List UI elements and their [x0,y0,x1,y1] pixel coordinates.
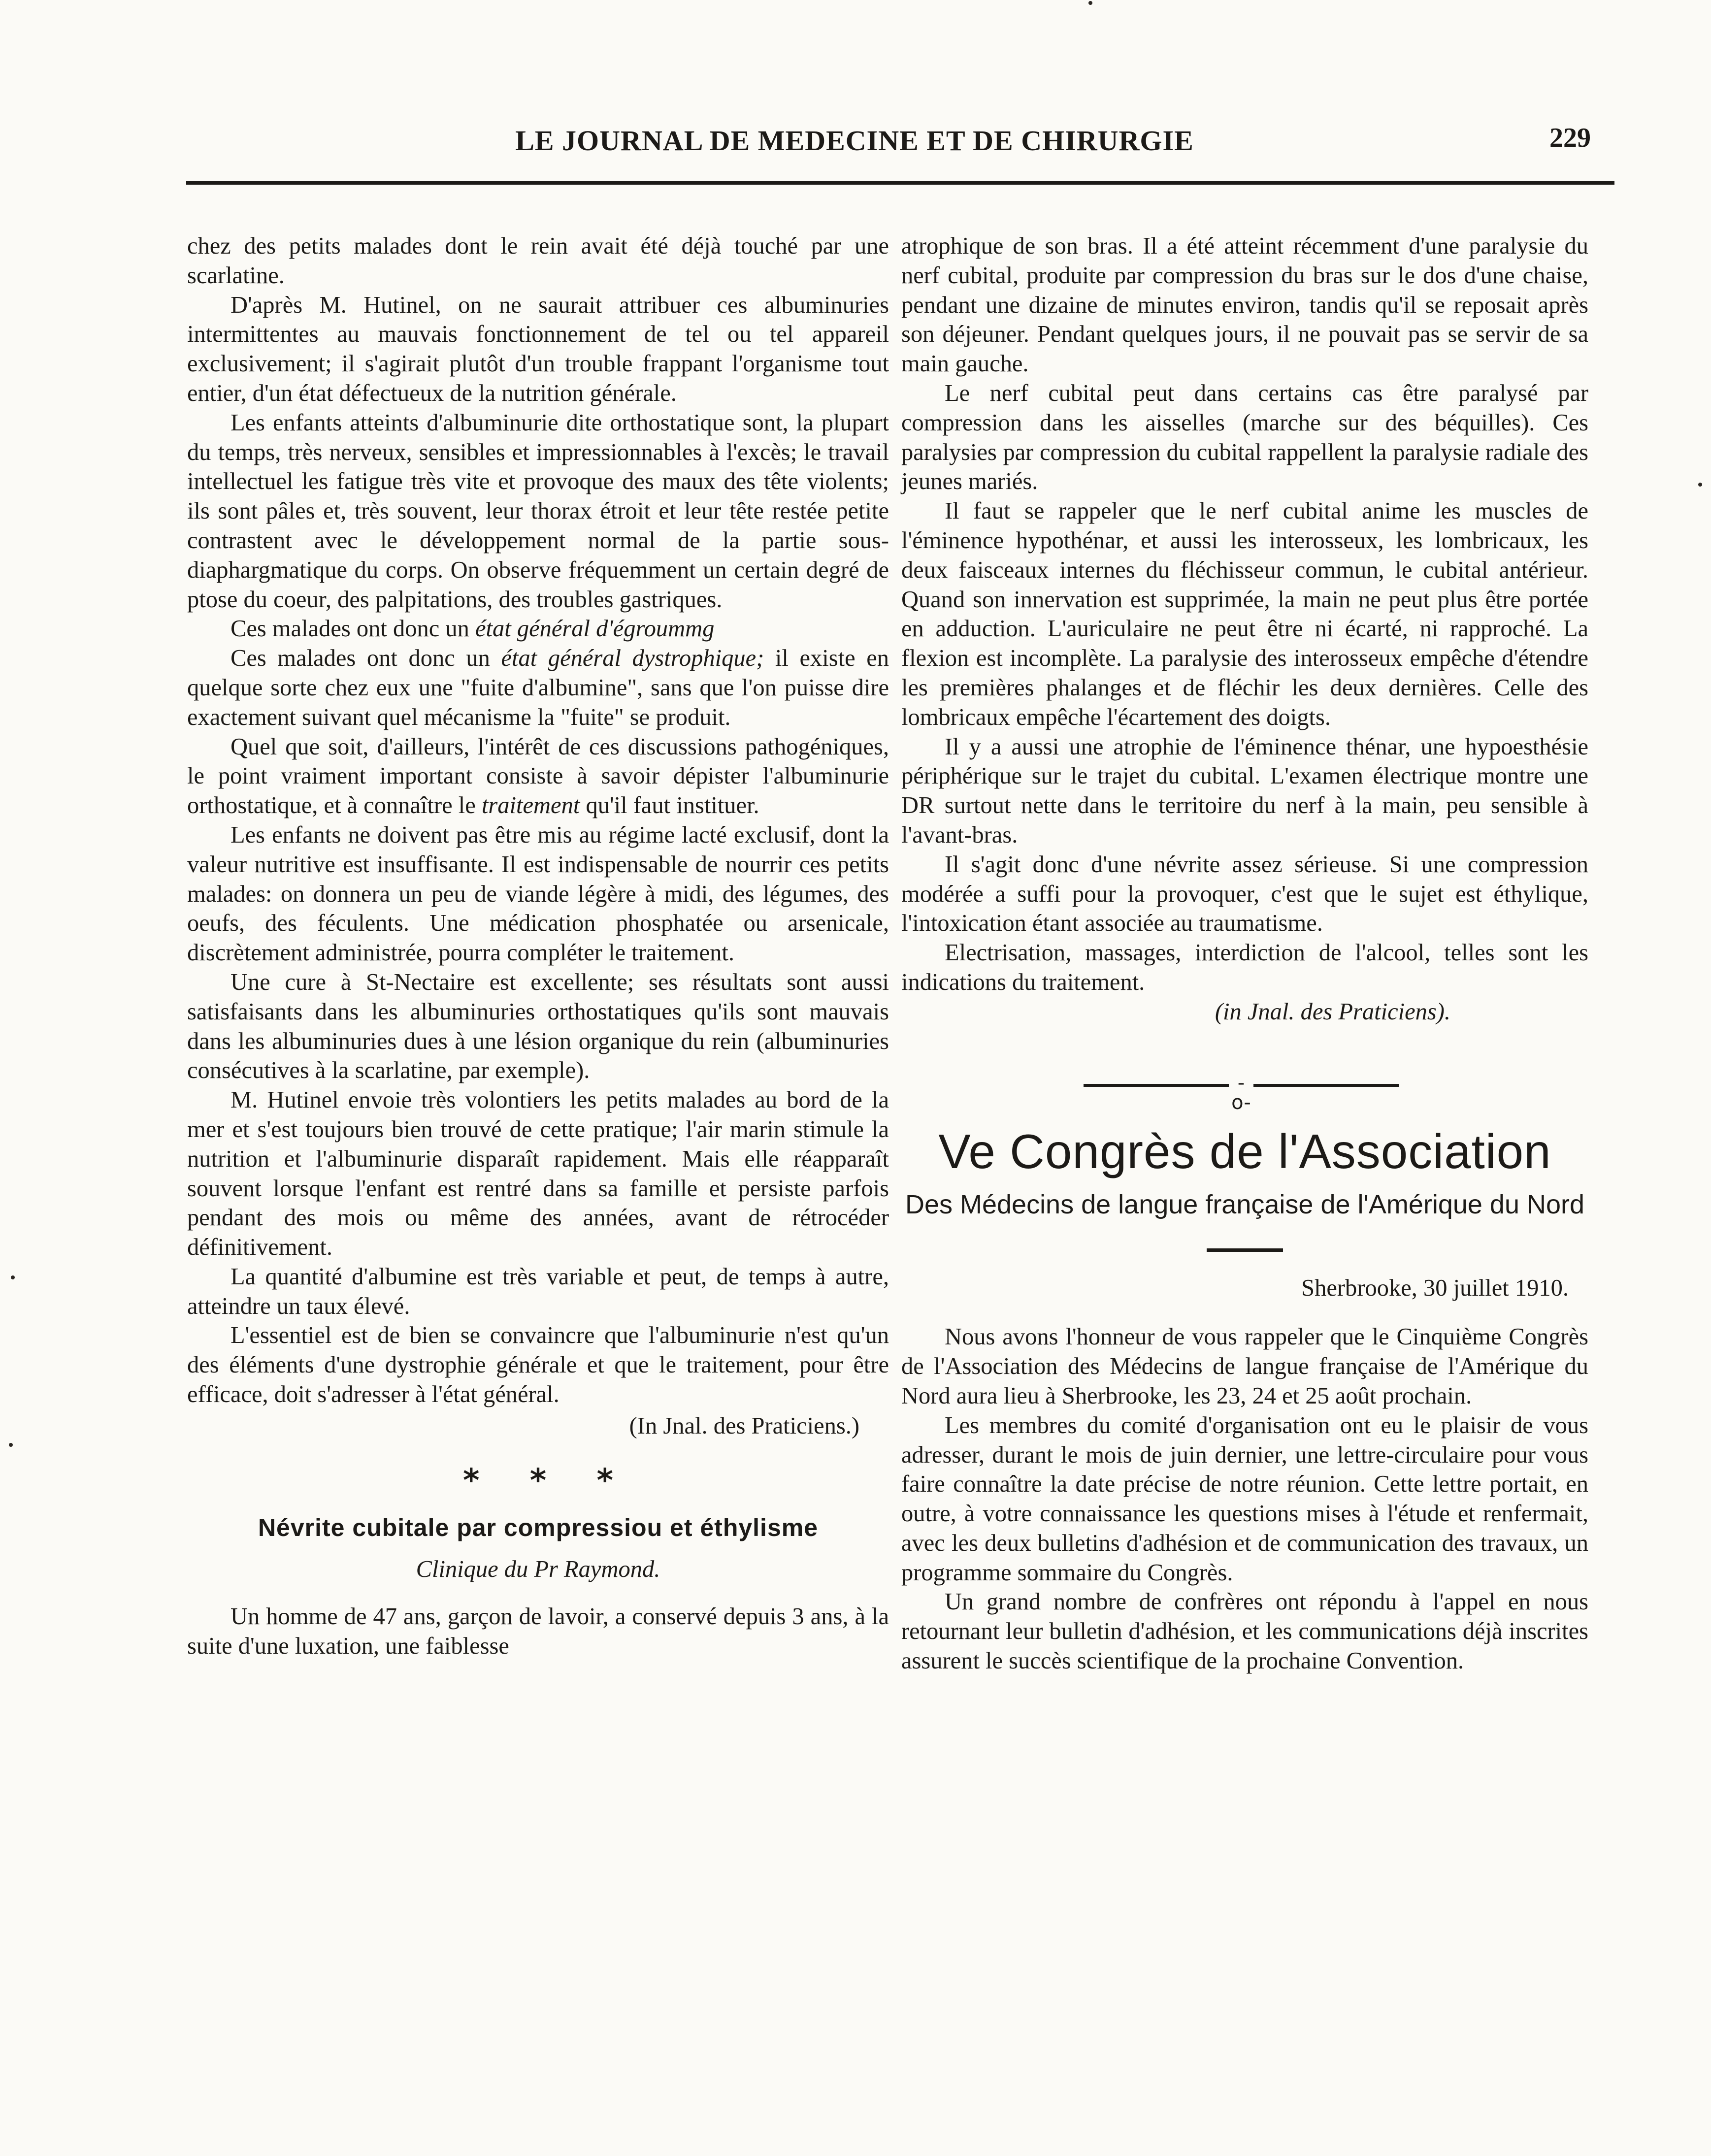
paragraph: Une cure à St-Nectaire est excellente; ses résultats sont aussi satisfaisants dans les albuminuries orthostatiques qu'ils sont mauvais dans les albuminuries dues à une lésion organique du rein (albuminuries consécutives à la scarlatine, par exemple). [187,969,889,1084]
page-number: 229 [1549,123,1591,153]
margin-speck [1698,483,1702,487]
citation: (in Jnal. des Praticiens). [1215,998,1450,1025]
paragraph: Les membres du comité d'organisation ont eu le plaisir de vous adresser, durant le mois de juin dernier, une lettre-circulaire pour vous faire connaître la date précise de notre réunion. Cette lettre portait, en outre, à votre connaissance les questions mises à l'étude et renfermait, avec les deux bulletins d'adhésion et de communication des travaux, un programme sommaire du Congrès. [901,1412,1588,1586]
margin-speck [11,1275,15,1279]
paragraph: Les enfants ne doivent pas être mis au régime lacté exclusif, dont la valeur nutritive est insuffisante. Il est indispensable de nourrir ces petits malades: on donnera un peu de viande légère à midi, des légumes, des oeufs, des féculents. Une médication phosphatée ou arsenicale, discrètement administrée, pourra compléter le traitement. [187,821,889,966]
paragraph: Un homme de 47 ans, garçon de lavoir, a conservé depuis 3 ans, à la suite d'une luxation, une faiblesse [187,1603,889,1659]
paragraph: chez des petits malades dont le rein avait été déjà touché par une scarlatine. [187,233,889,289]
separator-knot: -o- [1229,1073,1253,1112]
paragraph: Un grand nombre de confrères ont répondu à l'appel en nous retournant leur bulletin d'adhésion, et les communications déjà inscrites assurent le succès scientifique de la prochaine Convention. [901,1589,1588,1674]
paragraph: Ces malades ont donc un état général dystrophique; il existe en quelque sorte chez eux une "fuite d'albumine", sans que l'on puisse dire exactement suivant quel mécanisme la "fuite" se produit. [187,645,889,730]
right-column [901,231,1588,1676]
paragraph: Nous avons l'honneur de vous rappeler que le Cinquième Congrès de l'Association des Médecins de langue française de l'Amérique du Nord aura lieu à Sherbrooke, les 23, 24 et 25 août prochain. [901,1324,1588,1409]
paragraph: Electrisation, massages, interdiction de l'alcool, telles sont les indications du traitement. [901,940,1588,995]
left-column [187,231,889,1661]
paragraph: atrophique de son bras. Il a été atteint récemment d'une paralysie du nerf cubital, produite par compression du bras sur le dos d'une chaise, pendant une dizaine de minutes environ, tandis qu'il se reposait après son déjeuner. Pendant quelques jours, il ne pouvait pas se servir de sa main gauche. [901,233,1588,377]
ornament-separator [901,1066,1588,1114]
section-stars: * * * [463,1462,633,1499]
paragraph: D'après M. Hutinel, on ne saurait attribuer ces albuminuries intermittentes au mauvais fonctionnement de tel ou tel appareil exclusivement; il s'agirait plutôt d'un trouble frappant l'organisme tout entier, d'un état défectueux de la nutrition générale. [187,292,889,406]
paragraph: Le nerf cubital peut dans certains cas être paralysé par compression dans les aisselles (marche sur des béquilles). Ces paralysies par compression du cubital rappellent la paralysie radiale des jeunes mariés. [901,380,1588,495]
running-title: LE JOURNAL DE MEDECINE ET DE CHIRURGIE [515,125,1194,157]
paragraph: Il s'agit donc d'une névrite assez sérieuse. Si une compression modérée a suffi pour la provoquer, c'est que le sujet est éthylique, l'intoxication étant associée au traumatisme. [901,851,1588,937]
paragraph: Il y a aussi une atrophie de l'éminence thénar, une hypoesthésie périphérique sur le trajet du cubital. L'examen électrique montre une DR surtout nette dans le territoire du nerf à la main, peu sensible à l'avant-bras. [901,733,1588,848]
section-subtitle: Clinique du Pr Raymond. [416,1556,660,1583]
congress-title: Ve Congrès de l'Association [938,1124,1551,1178]
section-title: Névrite cubitale par compressiou et éthylisme [258,1514,819,1542]
margin-speck [1088,1,1092,5]
paragraph: Il faut se rappeler que le nerf cubital anime les muscles de l'éminence hypothénar, et aussi les interosseux, les lombricaux, les deux faisceaux internes du fléchisseur commun, le cubital antérieur. Quand son innervation est supprimée, la main ne peut plus être portée en adduction. L'auriculaire ne peut être ni écarté, ni rapproché. La flexion est incomplète. La paralysie des interosseux empêche d'étendre les premières phalanges et de fléchir les deux dernières. Celle des lombricaux empêche l'écartement des doigts. [901,498,1588,730]
citation: (In Jnal. des Praticiens.) [629,1412,859,1439]
header-rule [186,181,1614,185]
margin-speck [9,1443,13,1447]
paragraph: L'essentiel est de bien se convaincre que l'albuminurie n'est qu'un des éléments d'une dystrophie générale et que le traitement, pour être efficace, doit s'adresser à l'état général. [187,1322,889,1408]
emphasis: traitement [481,792,580,819]
paragraph: Les enfants atteints d'albuminurie dite orthostatique sont, la plupart du temps, très nerveux, sensibles et impressionnables à l'excès; le travail intellectuel les fatigue très vite et provoque des maux des tête violents; ils sont pâles et, très souvent, leur thorax étroit et leur tête restée petite contrastent avec le développement normal de la partie sous-diaphargmatique du corps. On observe fréquemment un certain degré de ptose du coeur, des palpitations, des troubles gastriques. [187,409,889,613]
short-rule [1207,1248,1283,1252]
paragraph: Quel que soit, d'ailleurs, l'intérêt de ces discussions pathogéniques, le point vraiment important consiste à savoir dépister l'albuminurie orthostatique, et à connaître le traitement qu'il faut instituer. [187,733,889,819]
dateline: Sherbrooke, 30 juillet 1910. [1301,1274,1569,1301]
emphasis: état général d'égroummg [475,616,715,642]
paragraph: M. Hutinel envoie très volontiers les petits malades au bord de la mer et s'est toujours bien trouvé de cette pratique; l'air marin stimule la nutrition et l'albuminurie disparaît rapidement. Mais elle réapparaît souvent lorsque l'enfant est rentré dans sa famille et persiste parfois pendant des mois ou même des années, avant de rétrocéder définitivement. [187,1087,889,1261]
congress-subtitle: Des Médecins de langue française de l'Amérique du Nord [905,1189,1585,1219]
paragraph: Ces malades ont donc un état général d'égroummg [230,616,715,642]
emphasis: état général dystrophique; [501,645,764,672]
paragraph: La quantité d'albumine est très variable et peut, de temps à autre, atteindre un taux élevé. [187,1263,889,1319]
